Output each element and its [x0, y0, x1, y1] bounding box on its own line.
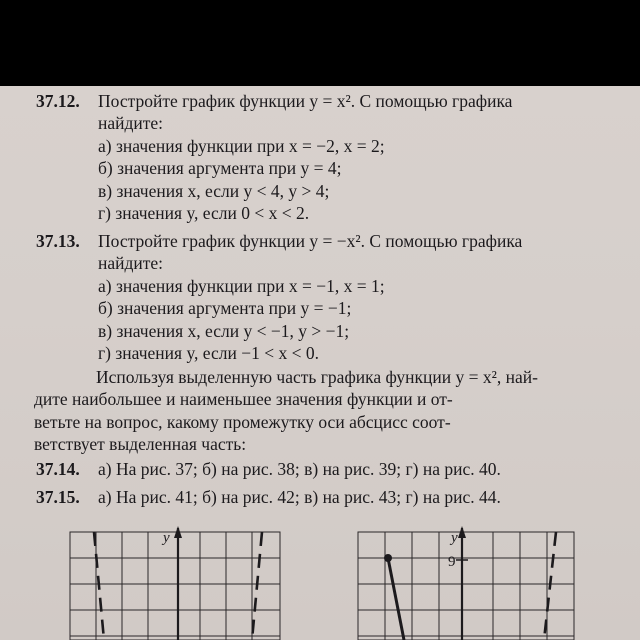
problem-number: 37.13.	[36, 231, 80, 251]
problem-line: найдите:	[98, 113, 164, 134]
right-dashed-curve-2	[544, 532, 556, 640]
problem-line: Постройте график функции y = x². С помощью графика	[98, 91, 513, 111]
problem-line: Постройте график функции y = −x². С помощью графика	[98, 231, 523, 251]
problem-line: а) На рис. 41; б) на рис. 42; в) на рис. 43; г) на рис. 44.	[98, 487, 501, 507]
problem-line: г) значения y, если 0 < x < 2.	[98, 203, 310, 224]
figures-svg	[0, 526, 640, 640]
right-figure-grid	[358, 532, 574, 640]
textbook-page	[0, 86, 640, 640]
problem-line: г) значения y, если −1 < x < 0.	[98, 343, 319, 364]
problem-37-15	[36, 486, 626, 508]
right-axis-label: y	[451, 530, 458, 546]
problem-line: найдите:	[98, 253, 164, 274]
instruction-line: ветствует выделенная часть:	[34, 434, 247, 455]
problem-number: 37.14.	[36, 459, 80, 479]
problem-37-14	[36, 458, 626, 480]
figures-row	[0, 526, 640, 640]
problem-37-13	[36, 230, 626, 364]
problem-line: а) значения функции при x = −1, x = 1;	[98, 275, 385, 296]
left-axis-label: y	[163, 530, 170, 546]
instruction-line: Используя выделенную часть графика функции y = x², най-	[96, 367, 538, 387]
problem-line: а) значения функции при x = −2, x = 2;	[98, 135, 385, 156]
instruction-line: ветьте на вопрос, какому промежутку оси абсцисс соот-	[34, 411, 451, 432]
problem-line: а) На рис. 37; б) на рис. 38; в) на рис. 39; г) на рис. 40.	[98, 459, 501, 479]
problem-line: б) значения аргумента при y = 4;	[98, 158, 342, 179]
problem-line: в) значения x, если y < −1, y > −1;	[98, 320, 350, 341]
highlighted-point	[384, 554, 392, 562]
problem-37-12	[36, 90, 626, 224]
problem-line: в) значения x, если y < 4, y > 4;	[98, 180, 330, 201]
problem-number: 37.12.	[36, 91, 80, 111]
problem-number: 37.15.	[36, 487, 80, 507]
right-tick-label: 9	[448, 554, 456, 570]
instruction-paragraph	[34, 366, 626, 456]
highlighted-curve	[388, 558, 404, 640]
instruction-line: дите наибольшее и наименьшее значения функции и от-	[34, 389, 453, 410]
problem-line: б) значения аргумента при y = −1;	[98, 298, 352, 319]
right-dashed-curve	[252, 532, 262, 640]
